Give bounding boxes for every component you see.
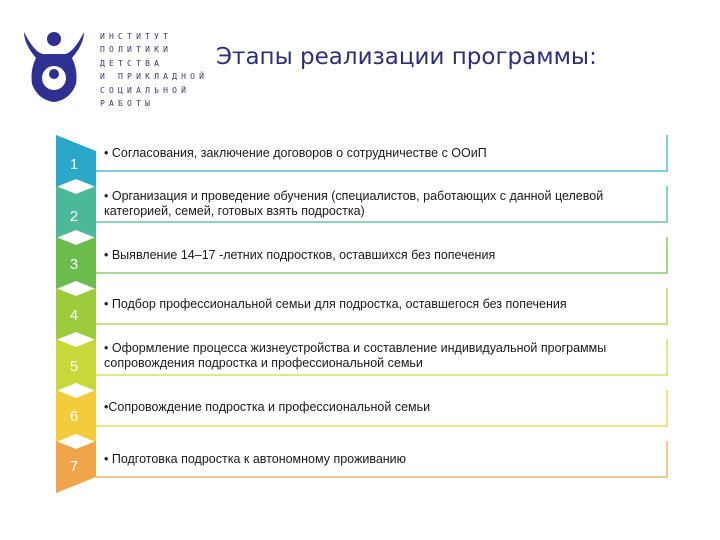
step-text: • Выявление 14–17 -летних подростков, оставшихся без попечения [104, 248, 496, 262]
logo-line: РАБОТЫ [100, 99, 155, 109]
page-title: Этапы реализации программы: [216, 44, 597, 70]
step-number: 6 [69, 408, 79, 425]
step-text: • Оформление процесса жизнеустройства и составление индивидуальной программы сопровождения подростка и профессиональной семьи [104, 341, 607, 370]
step-number: 2 [69, 208, 79, 225]
logo-line: ПОЛИТИКИ [100, 45, 173, 55]
step-number: 3 [69, 256, 79, 273]
step-number: 4 [69, 307, 79, 324]
step-text: • Подготовка подростка к автономному проживанию [104, 452, 407, 466]
logo-line: ДЕТСТВА [100, 58, 164, 68]
step-text: • Согласования, заключение договоров о сотрудничестве с ООиП [104, 146, 487, 160]
logo-line: СОЦИАЛЬНОЙ [100, 85, 191, 95]
step-text: •Сопровождение подростка и профессиональной семьи [104, 400, 431, 414]
logo-line: ИНСТИТУТ [100, 32, 173, 41]
step-number: 7 [69, 458, 79, 475]
step-number: 5 [69, 358, 79, 375]
logo-line: И ПРИКЛАДНОЙ [100, 72, 209, 82]
step-text: • Организация и проведение обучения (специалистов, работающих с данной целевой категорией, семей, готовых взять подростка) [104, 189, 604, 218]
step-text: • Подбор профессиональной семьи для подростка, оставшегося без попечения [104, 297, 567, 311]
step-number: 1 [69, 156, 79, 173]
